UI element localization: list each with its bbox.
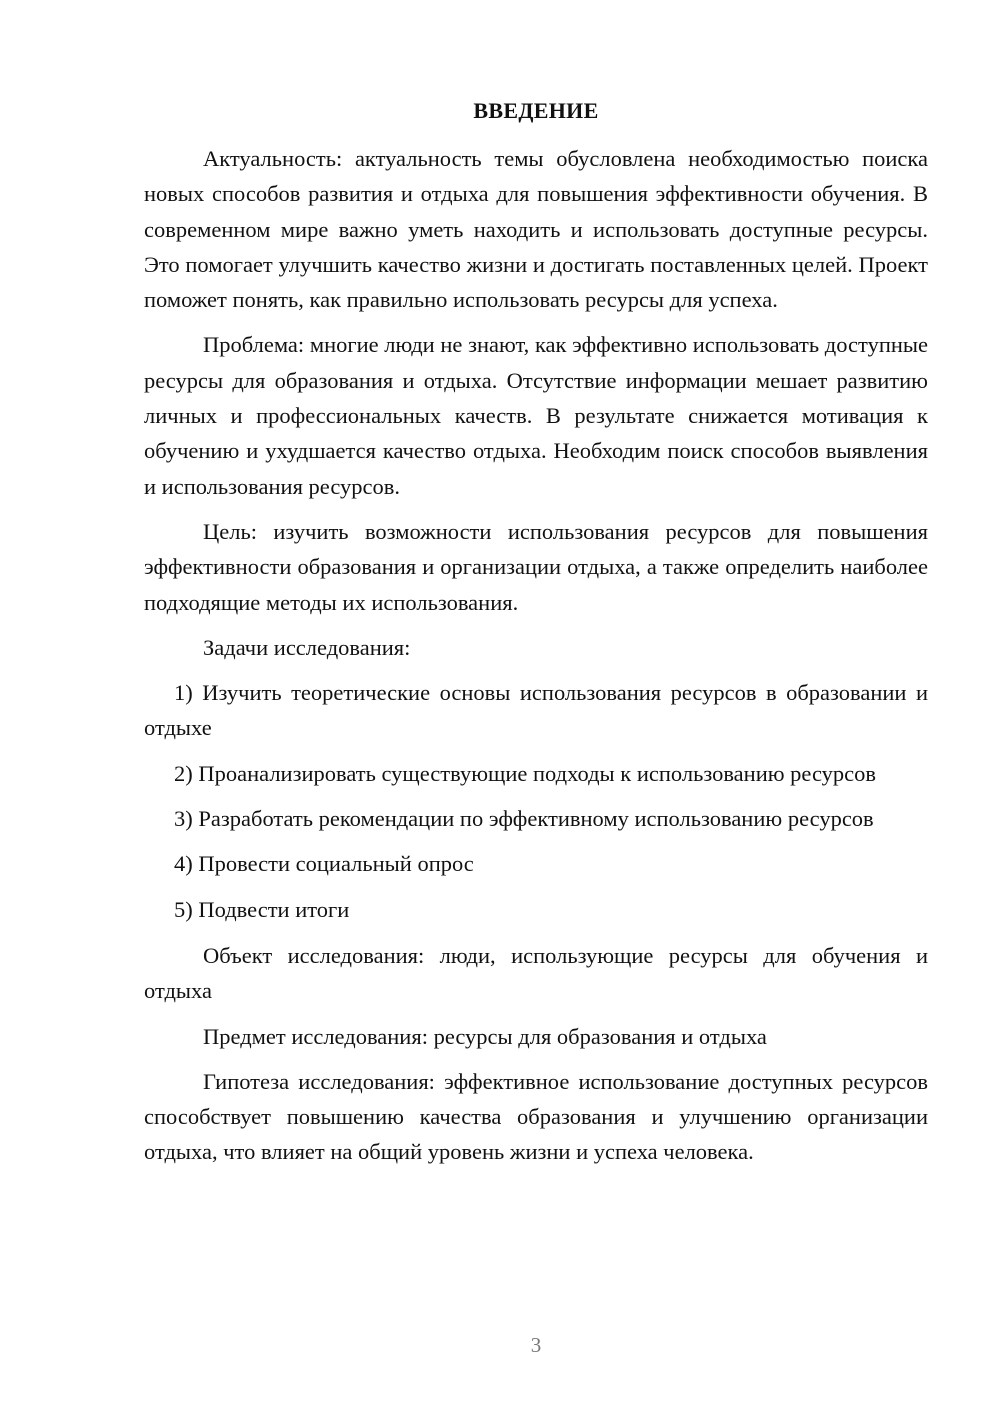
task-item-2: 2) Проанализировать существующие подходы к использованию ресурсов [174, 760, 877, 786]
task-item-4: 4) Провести социальный опрос [174, 851, 474, 877]
page-number: 3 [530, 1333, 542, 1357]
tasks-heading: Задачи исследования: [203, 634, 411, 660]
paragraph-relevance: Актуальность: актуальность темы обусловлена необходимостью поиска новых способов развития и отдыха для повышения эффективности обучения. В современном мире важно уметь находить и использовать доступные ресурсы. Это помогает улучшить качество жизни и достигать поставленных целей. Проект поможет понять, как правильно использовать ресурсы для успеха. [144, 146, 928, 313]
paragraph-hypothesis: Гипотеза исследования: эффективное использование доступных ресурсов способствует повышению качества образования и улучшению организации отдыха, что влияет на общий уровень жизни и успеха человека. [144, 1068, 928, 1165]
paragraph-object: Объект исследования: люди, использующие ресурсы для обучения и отдыха [144, 942, 928, 1004]
task-item-5: 5) Подвести итоги [174, 896, 350, 922]
document-body [144, 141, 928, 1170]
paragraph-subject: Предмет исследования: ресурсы для образования и отдыха [203, 1023, 767, 1049]
paragraph-goal: Цель: изучить возможности использования ресурсов для повышения эффективности образования и организации отдыха, а также определить наиболее подходящие методы их использования. [144, 518, 928, 615]
task-item-1: 1) Изучить теоретические основы использования ресурсов в образовании и отдыхе [144, 680, 928, 741]
page-title: ВВЕДЕНИЕ [473, 98, 599, 123]
task-item-3: 3) Разработать рекомендации по эффективному использованию ресурсов [174, 806, 874, 832]
paragraph-problem: Проблема: многие люди не знают, как эффективно использовать доступные ресурсы для образования и отдыха. Отсутствие информации мешает развитию личных и профессиональных качеств. В результате снижается мотивация к обучению и ухудшается качество отдыха. Необходим поиск способов выявления и использования ресурсов. [144, 332, 928, 499]
